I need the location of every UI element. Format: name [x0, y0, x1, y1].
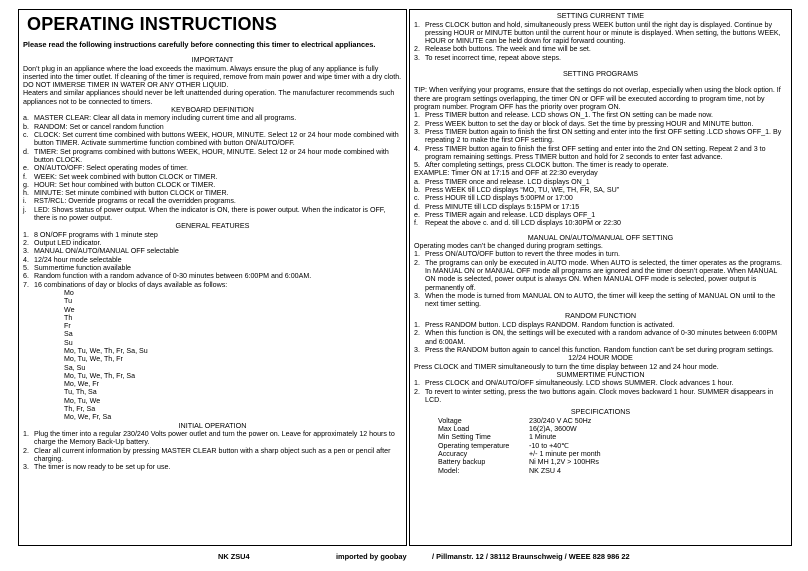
- day-combination: Mo, We, Fr, Sa: [64, 413, 112, 422]
- list-item: [23, 197, 402, 205]
- day-combinations-list: [23, 289, 402, 422]
- list-text: Press CLOCK button and hold, simultaneously press WEEK button until the right day is displayed. Continue by pressing HOUR or MINUTE button until the current hour or minute is displayed. When setting, the buttons WEEK, HOUR or MINUTE can be held down for rapid forward counting.: [425, 20, 781, 46]
- list-text: Press MINUTE till LCD displays 5:15PM or 17:15: [425, 202, 580, 211]
- list-item: [414, 194, 787, 202]
- list-marker: 3.: [414, 345, 420, 354]
- list-item: [414, 111, 787, 119]
- list-marker: 3.: [23, 247, 29, 256]
- programs-heading: SETTING PROGRAMS: [562, 68, 639, 78]
- list-marker: 5.: [414, 161, 420, 170]
- list-item: [23, 447, 402, 464]
- list-marker: 1.: [414, 20, 420, 29]
- list-text: Release both buttons. The week and time will be set.: [425, 45, 591, 54]
- list-marker: b.: [414, 186, 420, 195]
- day-combination: We: [64, 305, 75, 314]
- initial-heading: INITIAL OPERATION: [178, 420, 247, 430]
- features-heading: GENERAL FEATURES: [175, 221, 250, 231]
- list-text: The programs can only be executed in AUTO mode. When AUTO is selected, the timer operates as the programs. In MANUAL ON or MANUAL OFF mode all programs are ignored and the timer doesn’t operate. When MANUAL ON mode is selected, power output is always ON. When MANUAL OFF mode is selected, power output is permanently off.: [425, 258, 782, 292]
- page-title: OPERATING INSTRUCTIONS: [27, 14, 278, 34]
- list-marker: a.: [23, 114, 29, 123]
- list-text: Press RANDOM button. LCD displays RANDOM. Random function is activated.: [425, 320, 675, 329]
- list-text: Press TIMER button and release. LCD shows ON_1. The first ON setting can be made now.: [425, 111, 713, 120]
- day-combination: Tu: [64, 297, 73, 306]
- right-panel: [409, 9, 792, 546]
- list-text: MANUAL ON/AUTO/MANUAL OFF selectable: [34, 247, 179, 256]
- list-text: Output LED indicator.: [34, 239, 102, 248]
- list-item: [414, 186, 787, 194]
- list-item: [23, 181, 402, 189]
- list-marker: 3.: [414, 291, 420, 300]
- list-marker: 2.: [414, 119, 420, 128]
- list-text: Press TIMER button again to finish the first ON setting and enter into the first OFF setting .LCD shows OFF_1. By repeating 2 to make the first OFF setting.: [425, 127, 782, 145]
- manual-intro: Operating modes can’t be changed during program settings.: [414, 242, 603, 251]
- list-marker: 1.: [414, 250, 420, 259]
- random-heading: RANDOM FUNCTION: [564, 311, 637, 321]
- spec-label: Model:: [438, 466, 460, 475]
- day-combination: Mo, Tu, We, Th, Fr: [64, 355, 123, 364]
- left-panel: [18, 9, 407, 546]
- list-marker: 4.: [414, 144, 420, 153]
- list-item: [414, 379, 787, 387]
- day-combination: Sa, Su: [64, 363, 86, 372]
- set-time-heading: SETTING CURRENT TIME: [556, 11, 645, 20]
- list-item: [23, 189, 402, 197]
- list-text: To reset incorrect time, repeat above steps.: [425, 53, 562, 62]
- spec-row: [414, 417, 787, 425]
- spec-value: -10 to +40℃: [529, 441, 570, 450]
- specs-table: [414, 417, 787, 475]
- spec-label: Battery backup: [438, 458, 486, 467]
- list-text: RANDOM: Set or cancel random function: [34, 122, 164, 131]
- list-item: [414, 45, 787, 53]
- spec-label: Operating temperature: [438, 441, 510, 450]
- day-combination: Mo, Tu, We: [64, 396, 101, 405]
- list-text: CLOCK: Set current time combined with buttons WEEK, HOUR, MINUTE. Select 12 or 24 hour mode combined with button TIMER. Activate summertime function combined with button ON/AUTO/OFF.: [34, 131, 399, 148]
- initial-list: [23, 430, 402, 471]
- day-combination: Sa: [64, 330, 73, 339]
- list-marker: f.: [414, 219, 418, 228]
- spec-label: Max Load: [438, 425, 470, 434]
- list-marker: 3.: [23, 463, 29, 472]
- spec-value: 1 Minute: [529, 433, 557, 442]
- list-item: [414, 145, 787, 162]
- list-marker: 2.: [414, 329, 420, 338]
- spec-value: NK ZSU 4: [529, 466, 561, 475]
- list-item: [414, 250, 787, 258]
- list-marker: c.: [23, 131, 29, 140]
- list-marker: e.: [414, 210, 420, 219]
- list-text: ON/AUTO/OFF: Select operating modes of timer.: [34, 164, 189, 173]
- important-text-2: Heaters and similar appliances should never be left unattended during operation. The manufacturer recommends such appliances not to be connected to timers.: [23, 89, 395, 106]
- spec-row: [414, 433, 787, 441]
- list-marker: 1.: [414, 320, 420, 329]
- list-item: [23, 173, 402, 181]
- spec-row: [414, 442, 787, 450]
- list-marker: 3.: [414, 53, 420, 62]
- spec-row: [414, 458, 787, 466]
- spec-value: +/- 1 minute per month: [529, 449, 601, 458]
- list-item: [414, 203, 787, 211]
- list-text: Press the RANDOM button again to cancel this function. Random function can't be set during program settings.: [425, 345, 774, 354]
- list-item: [414, 329, 787, 346]
- spec-value: 230/240 V AC 50Hz: [529, 416, 592, 425]
- list-item: [23, 148, 402, 165]
- spec-label: Voltage: [438, 416, 462, 425]
- list-item: [414, 321, 787, 329]
- list-marker: 7.: [23, 280, 29, 289]
- list-item: [23, 114, 402, 122]
- list-marker: 4.: [23, 255, 29, 264]
- list-item: [414, 120, 787, 128]
- list-marker: g.: [23, 180, 29, 189]
- list-marker: 2.: [414, 387, 420, 396]
- list-text: Press TIMER once and release. LCD displays ON_1: [425, 177, 590, 186]
- list-marker: f.: [23, 172, 27, 181]
- list-text: WEEK: Set week combined with button CLOCK or TIMER.: [34, 172, 218, 181]
- list-marker: d.: [414, 202, 420, 211]
- manual-heading: MANUAL ON/AUTO/MANUAL OFF SETTING: [527, 232, 674, 242]
- set-time-list: [414, 21, 787, 62]
- list-item: [23, 272, 402, 280]
- spec-value: Ni MH 1,2V > 100HRs: [529, 458, 599, 467]
- intro-text: Please read the following instructions carefully before connecting this timer to electrical appliances.: [23, 40, 376, 49]
- list-text: Press CLOCK and ON/AUTO/OFF simultaneously. LCD shows SUMMER. Clock advances 1 hour.: [425, 379, 734, 388]
- list-marker: 2.: [414, 258, 420, 267]
- list-item: [414, 388, 787, 405]
- list-text: Press WEEK button to set the day or block of days. Set the time by pressing HOUR and MINUTE button.: [425, 119, 754, 128]
- day-combination: Th, Fr, Sa: [64, 405, 96, 414]
- list-marker: b.: [23, 122, 29, 131]
- list-item: [23, 131, 402, 148]
- list-item: [414, 292, 787, 309]
- list-item: [23, 463, 402, 471]
- list-text: Plug the timer into a regular 230/240 Volts power outlet and turn the power on. Leave for approximately 12 hours to charge the Memory Back-Up battery.: [34, 430, 395, 447]
- list-text: 12/24 hour mode selectable: [34, 255, 122, 264]
- hourmode-heading: 12/24 HOUR MODE: [568, 353, 633, 363]
- day-combination: Tu, Th, Sa: [64, 388, 97, 397]
- list-marker: 2.: [414, 45, 420, 54]
- list-marker: 2.: [23, 446, 29, 455]
- list-item: [23, 256, 402, 264]
- day-combination: Fr: [64, 322, 71, 331]
- list-text: 8 ON/OFF programs with 1 minute step: [34, 230, 158, 239]
- list-marker: 1.: [23, 430, 29, 439]
- list-text: TIMER: Set programs combined with buttons WEEK, HOUR, MINUTE. Select 12 or 24 hour mode combined with button CLOCK.: [34, 147, 389, 164]
- programs-list: [414, 111, 787, 169]
- list-item: [414, 161, 787, 169]
- list-text: Clear all current information by pressing MASTER CLEAR button with a sharp object such as a pen or pencil after charging.: [34, 446, 391, 464]
- important-heading: IMPORTANT: [191, 55, 234, 64]
- list-marker: 6.: [23, 272, 29, 281]
- hourmode-text: Press CLOCK and TIMER simultaneously to turn the time display between 12 and 24 hour mode.: [414, 362, 719, 371]
- list-item: [414, 54, 787, 62]
- list-item: [23, 123, 402, 131]
- list-text: MASTER CLEAR: Clear all data in memory including current time and all programs.: [34, 114, 297, 123]
- list-marker: e.: [23, 164, 29, 173]
- list-marker: c.: [414, 194, 420, 203]
- list-item: [23, 247, 402, 255]
- list-text: RST/RCL: Override programs or recall the overridden programs.: [34, 197, 236, 206]
- keyboard-list: [23, 114, 402, 222]
- list-item: [23, 430, 402, 447]
- list-text: LED: Shows status of power output. When the indicator is ON, there is power output. When the indicator is OFF, there is no power output.: [34, 205, 386, 223]
- list-marker: 2.: [23, 239, 29, 248]
- list-text: 16 combinations of day or blocks of days available as follows:: [34, 280, 228, 289]
- spec-label: Accuracy: [438, 449, 468, 458]
- list-item: [414, 219, 787, 227]
- list-marker: a.: [414, 177, 420, 186]
- list-marker: i.: [23, 197, 27, 206]
- features-list: [23, 231, 402, 289]
- list-item: [414, 259, 787, 292]
- day-combination: Mo, We, Fr: [64, 380, 99, 389]
- list-text: Random function with a random advance of 0-30 minutes between 6:00PM and 6:00AM.: [34, 272, 312, 281]
- footer-address: / Pillmanstr. 12 / 38112 Braunschweig / WEEE 828 986 22: [432, 552, 630, 561]
- list-text: Press TIMER again and release. LCD displays OFF_1: [425, 210, 596, 219]
- list-text: Press HOUR till LCD displays 5:00PM or 17:00: [425, 194, 573, 203]
- spec-label: Min Setting Time: [438, 433, 491, 442]
- list-marker: j.: [23, 205, 27, 214]
- list-marker: 1.: [23, 230, 29, 239]
- day-combination: Su: [64, 338, 73, 347]
- example-list: [414, 178, 787, 228]
- list-item: [414, 178, 787, 186]
- list-marker: h.: [23, 189, 29, 198]
- list-text: Press WEEK till LCD displays “MO, TU, WE, TH, FR, SA, SU”: [425, 186, 620, 195]
- list-item: [414, 21, 787, 46]
- list-marker: 1.: [414, 379, 420, 388]
- footer-importer: imported by goobay: [336, 552, 407, 561]
- list-marker: 5.: [23, 264, 29, 273]
- list-text: Press TIMER button again to finish the first OFF setting and enter into the 2nd ON setting. Repeat 2 and 3 to program remaining settings. Press TIMER button and hold for 2 seconds to enter fast advance.: [425, 144, 766, 161]
- example-intro: EXAMPLE: Timer ON at 17:15 and OFF at 22:30 everyday: [414, 169, 598, 178]
- manual-list: [414, 250, 787, 308]
- list-item: [414, 128, 787, 145]
- list-text: To revert to winter setting, press the two buttons again. Clock moves backward 1 hour. SUMMER disappears in LCD.: [425, 387, 774, 404]
- day-combination: Mo, Tu, We, Th, Fr, Sa: [64, 371, 136, 380]
- important-text: Don’t plug in an appliance where the load exceeds the maximum. Always ensure the plug of any appliance is fully inserted into the timer outlet. If cleaning of the timer is required, remove from main power and wipe timer with a dry cloth.: [23, 64, 402, 81]
- spec-row: [414, 425, 787, 433]
- list-item: [23, 231, 402, 239]
- list-marker: 1.: [414, 111, 420, 120]
- random-list: [414, 321, 787, 354]
- keyboard-heading: KEYBOARD DEFINITION: [171, 104, 254, 114]
- list-text: MINUTE: Set minute combined with button CLOCK or TIMER.: [34, 189, 229, 198]
- important-warning: DO NOT IMMERSE TIMER IN WATER OR ANY OTHER LIQUID.: [23, 81, 229, 90]
- spec-row: [414, 467, 787, 475]
- list-item: [23, 239, 402, 247]
- day-combination: Th: [64, 313, 73, 322]
- summer-heading: SUMMERTIME FUNCTION: [556, 369, 645, 379]
- summer-list: [414, 379, 787, 404]
- list-text: Repeat the above c. and d. till LCD displays 10:30PM or 22:30: [425, 219, 621, 228]
- programs-tip: TIP: When verifying your programs, ensure that the settings do not overlap, especially when using the block option. If there are program settings overlapping, the timer ON or OFF will be executed according to program time, not by program number. Program OFF has the priority over program ON.: [414, 86, 781, 112]
- list-text: Press ON/AUTO/OFF button to revert the three modes in turn.: [425, 250, 621, 259]
- list-text: HOUR: Set hour combined with button CLOCK or TIMER.: [34, 180, 216, 189]
- list-item: [23, 281, 402, 289]
- list-marker: d.: [23, 147, 29, 156]
- specs-heading: SPECIFICATIONS: [570, 407, 631, 417]
- day-combination: Mo, Tu, We, Th, Fr, Sa, Su: [64, 347, 148, 355]
- list-item: [23, 164, 402, 172]
- day-combination: Mo: [64, 288, 74, 297]
- list-text: When this function is ON, the settings will be executed with a random advance of 0-30 minutes between 6:00PM and 6:00AM.: [425, 329, 778, 346]
- list-item: [23, 206, 402, 223]
- list-text: The timer is now ready to be set up for use.: [34, 463, 171, 472]
- list-text: After completing settings, press CLOCK button. The timer is ready to operate.: [425, 161, 669, 170]
- list-text: Summertime function available: [34, 264, 131, 273]
- list-text: When the mode is turned from MANUAL ON to AUTO, the timer will keep the setting of MANUAL ON until to the next timer setting.: [425, 291, 776, 309]
- spec-row: [414, 450, 787, 458]
- list-item: [414, 211, 787, 219]
- footer-model: NK ZSU4: [218, 552, 250, 561]
- list-marker: 3.: [414, 127, 420, 136]
- list-item: [23, 264, 402, 272]
- spec-value: 16(2)A, 3600W: [529, 425, 577, 434]
